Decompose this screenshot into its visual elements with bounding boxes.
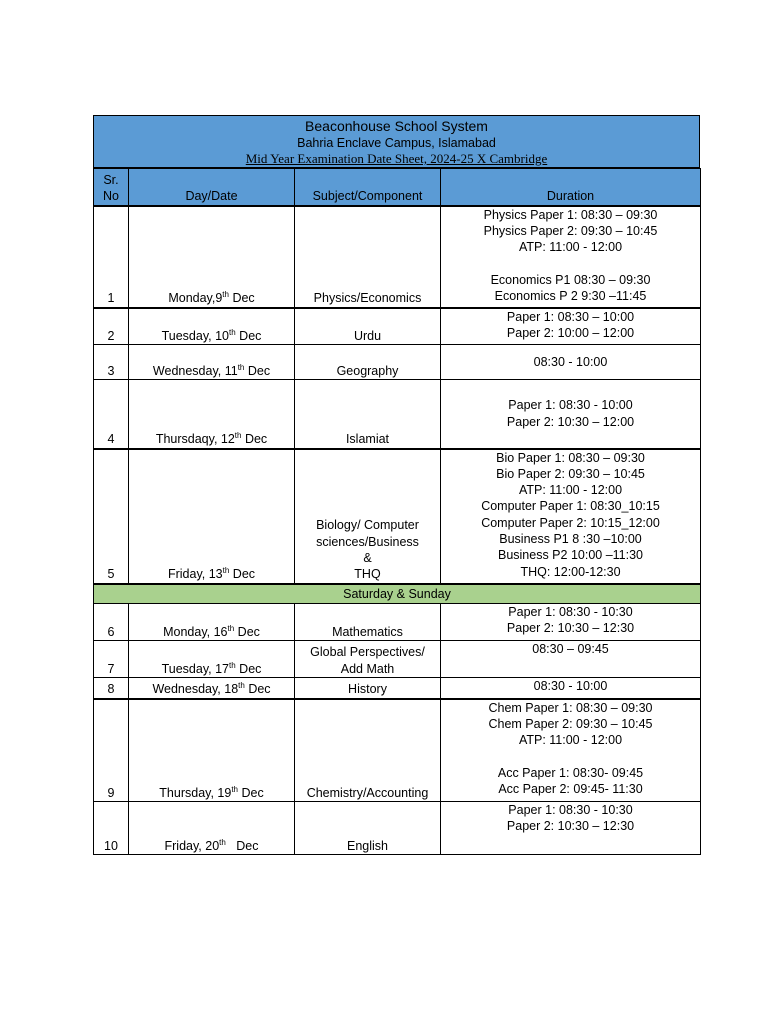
exam-row [94, 641, 701, 678]
exam-date [129, 345, 295, 380]
exam-date [129, 449, 295, 584]
duration-line [443, 255, 698, 271]
exam-subject: Mathematics [295, 604, 441, 641]
exam-row [94, 345, 701, 380]
date-month: Dec [225, 838, 259, 853]
duration-line: Business P2 10:00 –11:30 [497, 548, 643, 563]
date-day: Tuesday, 10 [161, 328, 230, 343]
duration-line: Chem Paper 1: 08:30 – 09:30 [488, 700, 653, 715]
exam-duration [441, 699, 701, 802]
duration-line: ATP: 11:00 - 12:00 [518, 240, 623, 255]
exam-row [94, 604, 701, 641]
exam-date [129, 206, 295, 308]
duration-line: Paper 1: 08:30 - 10:00 [508, 398, 633, 413]
date-day: Tuesday, 17 [161, 661, 230, 676]
duration-line: Physics Paper 1: 08:30 – 09:30 [483, 207, 658, 222]
serial-number: 6 [94, 604, 129, 641]
duration-line: Paper 2: 10:30 – 12:30 [506, 819, 635, 834]
date-ordinal-suffix: th [234, 431, 242, 441]
date-day: Friday, 20 [164, 838, 220, 853]
exam-duration [441, 449, 701, 584]
duration-line: 08:30 - 10:00 [533, 354, 608, 369]
serial-number: 7 [94, 641, 129, 678]
serial-number: 4 [94, 380, 129, 449]
exam-subject: English [295, 802, 441, 855]
exam-date [129, 802, 295, 855]
exam-date [129, 380, 295, 449]
exam-date [129, 678, 295, 699]
sheet-title: Mid Year Examination Date Sheet, 2024-25 X Cambridge [245, 151, 548, 166]
exam-duration [441, 345, 701, 380]
date-ordinal-suffix: th [238, 681, 245, 691]
school-name: Beaconhouse School System [305, 118, 488, 134]
date-day: Monday,9 [168, 291, 223, 306]
weekend-row [94, 584, 701, 604]
date-month: Dec [235, 661, 262, 676]
date-month: Dec [234, 624, 260, 639]
date-ordinal-suffix: th [222, 566, 230, 576]
column-header-row [94, 169, 701, 206]
duration-line: Acc Paper 1: 08:30- 09:45 [497, 765, 644, 780]
exam-date [129, 699, 295, 802]
column-header-date: Day/Date [129, 169, 295, 206]
exam-row [94, 380, 701, 449]
exam-row [94, 678, 701, 699]
column-header-subject: Subject/Component [295, 169, 441, 206]
serial-number: 3 [94, 345, 129, 380]
duration-line: Economics P 2 9:30 –11:45 [494, 288, 647, 303]
duration-line: Paper 2: 10:00 – 12:00 [506, 325, 635, 340]
exam-subject: Chemistry/Accounting [295, 699, 441, 802]
date-day: Friday, 13 [167, 567, 223, 582]
exam-row [94, 308, 701, 345]
weekend-label: Saturday & Sunday [94, 584, 701, 604]
duration-line: Paper 2: 10:30 – 12:30 [506, 621, 635, 636]
date-day: Wednesday, 18 [152, 682, 239, 697]
date-ordinal-suffix: th [219, 837, 226, 847]
date-ordinal-suffix: th [227, 623, 235, 633]
date-ordinal-suffix: th [237, 362, 245, 372]
exam-date [129, 308, 295, 345]
sheet-header [93, 115, 700, 168]
date-ordinal-suffix: th [229, 327, 236, 337]
date-sheet [93, 115, 700, 855]
date-month: Dec [244, 682, 271, 697]
duration-line: Physics Paper 2: 09:30 – 10:45 [483, 223, 658, 238]
exam-row [94, 206, 701, 308]
exam-duration [441, 604, 701, 641]
duration-line: Business P1 8 :30 –10:00 [499, 531, 642, 546]
serial-number: 2 [94, 308, 129, 345]
exam-subject: Urdu [295, 308, 441, 345]
duration-line: Paper 1: 08:30 - 10:30 [508, 605, 633, 619]
serial-number: 1 [94, 206, 129, 308]
exam-row [94, 449, 701, 584]
column-header-sr: Sr. No [94, 169, 129, 206]
date-month: Dec [228, 291, 255, 306]
date-day: Thursday, 19 [159, 785, 232, 800]
duration-line: ATP: 11:00 - 12:00 [518, 733, 623, 748]
date-day: Monday, 16 [163, 624, 228, 639]
exam-date [129, 604, 295, 641]
exam-subject: Geography [295, 345, 441, 380]
duration-line: Paper 1: 08:30 - 10:30 [508, 803, 633, 817]
duration-line: Acc Paper 2: 09:45- 11:30 [498, 781, 643, 796]
date-day: Wednesday, 11 [152, 363, 238, 378]
date-month: Dec [241, 432, 268, 447]
serial-number: 5 [94, 449, 129, 584]
column-header-duration: Duration [441, 169, 701, 206]
exam-duration [441, 678, 701, 699]
campus-name: Bahria Enclave Campus, Islamabad [297, 136, 496, 150]
date-ordinal-suffix: th [229, 660, 236, 670]
duration-line: 08:30 – 09:45 [532, 642, 609, 656]
date-ordinal-suffix: th [222, 290, 229, 300]
duration-line: Paper 1: 08:30 – 10:00 [506, 309, 635, 324]
exam-row [94, 802, 701, 855]
exam-duration [441, 802, 701, 855]
duration-line: Economics P1 08:30 – 09:30 [490, 272, 651, 287]
exam-date [129, 641, 295, 678]
duration-line: Paper 2: 10:30 – 12:00 [506, 414, 635, 429]
exam-subject: Islamiat [295, 380, 441, 449]
exam-subject: Biology/ Computer sciences/Business & THQ [295, 449, 441, 584]
duration-line: Bio Paper 1: 08:30 – 09:30 [496, 450, 645, 465]
duration-line [443, 748, 698, 764]
duration-line: Computer Paper 2: 10:15_12:00 [481, 515, 660, 530]
serial-number: 8 [94, 678, 129, 699]
exam-duration [441, 641, 701, 678]
serial-number: 10 [94, 802, 129, 855]
exam-table [93, 168, 701, 855]
duration-line: Computer Paper 1: 08:30_10:15 [481, 499, 660, 514]
exam-row [94, 699, 701, 802]
exam-subject: Physics/Economics [295, 206, 441, 308]
duration-line: Chem Paper 2: 09:30 – 10:45 [488, 716, 653, 731]
exam-duration [441, 308, 701, 345]
date-month: Dec [238, 785, 264, 800]
duration-line: THQ: 12:00-12:30 [520, 564, 621, 579]
date-month: Dec [235, 328, 262, 343]
exam-subject: Global Perspectives/ Add Math [295, 641, 441, 678]
duration-line: 08:30 - 10:00 [533, 679, 608, 693]
date-ordinal-suffix: th [231, 784, 238, 794]
exam-subject: History [295, 678, 441, 699]
date-month: Dec [229, 567, 256, 582]
serial-number: 9 [94, 699, 129, 802]
date-month: Dec [244, 363, 271, 378]
duration-line: Bio Paper 2: 09:30 – 10:45 [496, 466, 645, 481]
duration-line: ATP: 11:00 - 12:00 [518, 483, 623, 498]
exam-duration [441, 380, 701, 449]
date-day: Thursdaqy, 12 [155, 432, 235, 447]
exam-duration [441, 206, 701, 308]
